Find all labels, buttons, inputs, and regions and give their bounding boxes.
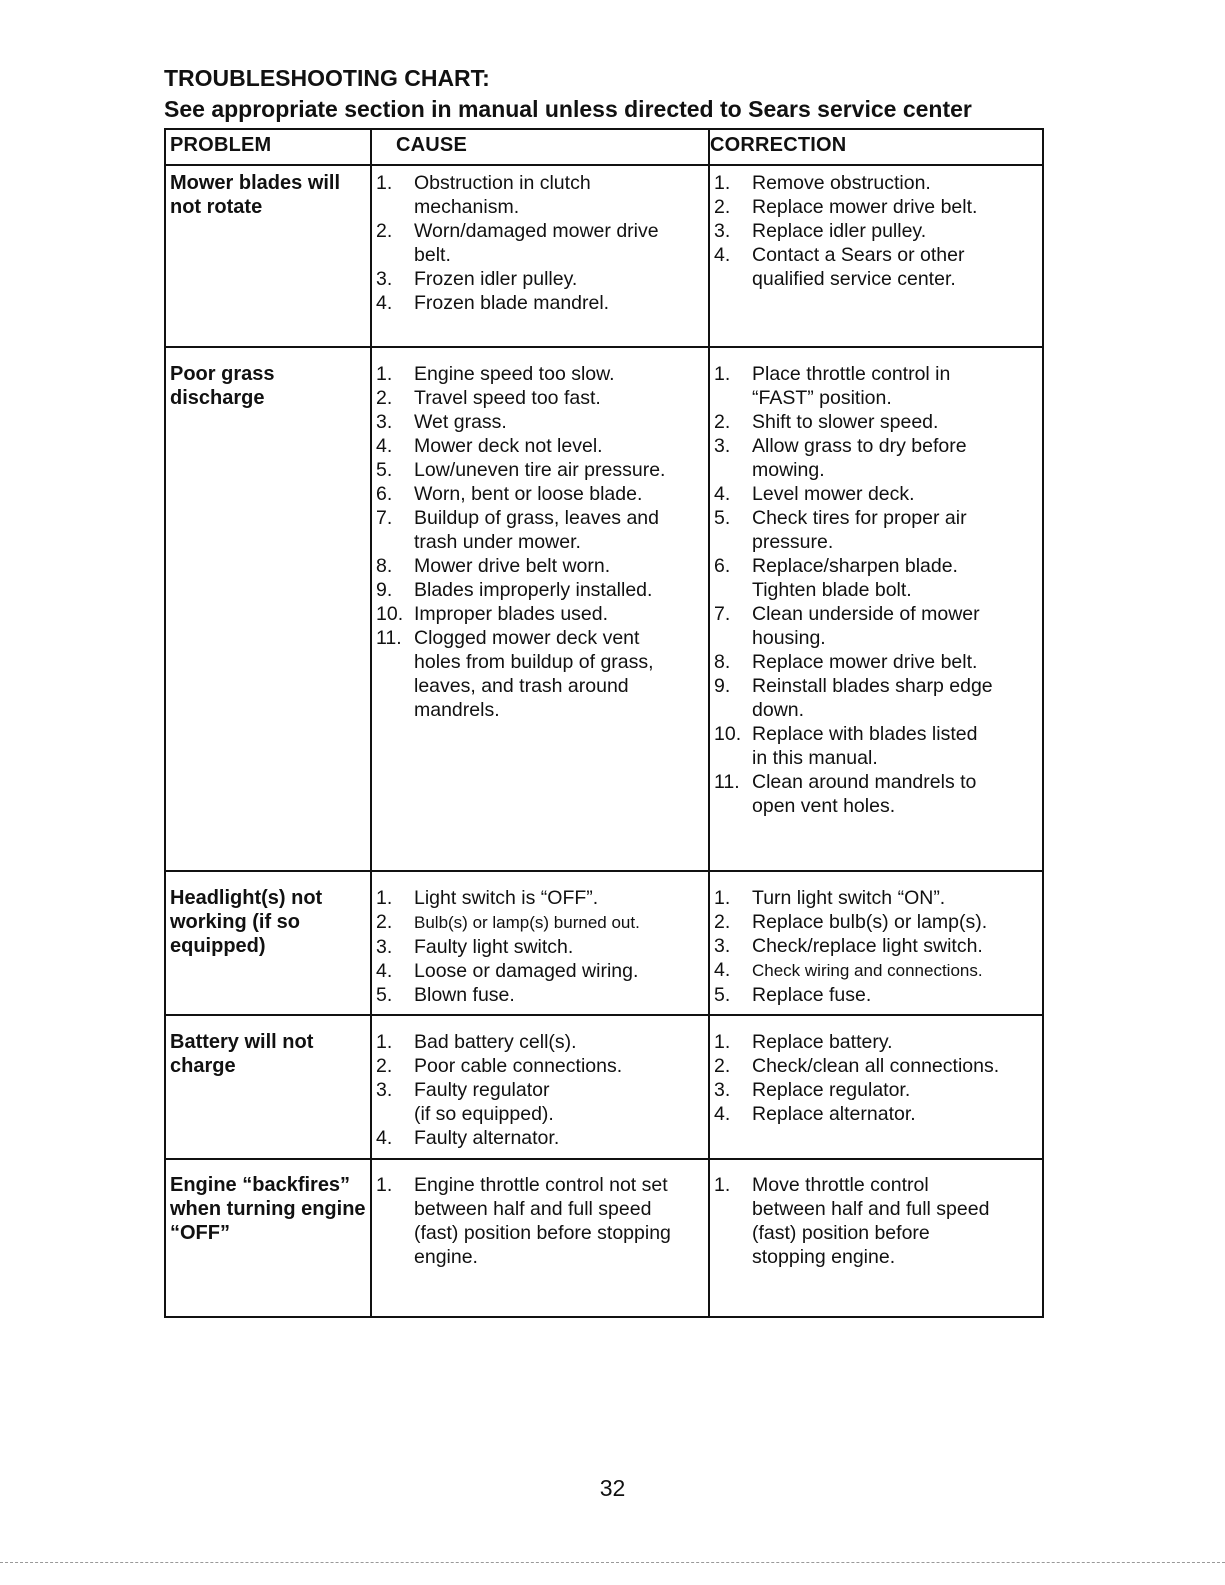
list-item: 7. Buildup of grass, leaves and trash under mower. (376, 507, 659, 553)
troubleshooting-table (164, 128, 1044, 1318)
list-item: 2. Check/clean all connections. (714, 1055, 1000, 1077)
column-divider (708, 130, 710, 1316)
list-item: 11. Clogged mower deck vent holes from buildup of grass, leaves, and trash around mandrels. (376, 627, 654, 721)
cause-list (376, 886, 706, 1007)
list-item: 3. Frozen idler pulley. (376, 268, 578, 290)
list-item: 4. Level mower deck. (714, 483, 915, 505)
list-item: 3. Allow grass to dry before mowing. (714, 435, 967, 481)
list-item: 3. Check/replace light switch. (714, 935, 983, 957)
list-item: 3. Wet grass. (376, 411, 507, 433)
list-item: 11. Clean around mandrels to open vent holes. (714, 771, 977, 817)
cause-list (376, 1173, 706, 1269)
cause-list (376, 362, 706, 722)
problem-cell: Poor grass discharge (170, 363, 275, 409)
list-item: 2. Bulb(s) or lamp(s) burned out. (376, 911, 640, 933)
column-divider (370, 130, 372, 1316)
list-item: 1. Bad battery cell(s). (376, 1031, 577, 1053)
list-item: 4. Frozen blade mandrel. (376, 292, 610, 314)
list-item: 4. Check wiring and connections. (714, 959, 983, 981)
cause-list (376, 171, 706, 315)
list-item: 3. Faulty regulator (if so equipped). (376, 1079, 554, 1125)
list-item: 8. Mower drive belt worn. (376, 555, 611, 577)
page-edge-rule (0, 1562, 1225, 1563)
list-item: 1. Light switch is “OFF”. (376, 887, 599, 909)
chart-subtitle: See appropriate section in manual unless directed to Sears service center (164, 96, 972, 122)
list-item: 2. Poor cable connections. (376, 1055, 623, 1077)
header-divider (166, 164, 1042, 166)
list-item: 1. Turn light switch “ON”. (714, 887, 946, 909)
list-item: 2. Shift to slower speed. (714, 411, 939, 433)
list-item: 1. Replace battery. (714, 1031, 893, 1053)
row-divider (166, 346, 1042, 348)
list-item: 1. Place throttle control in “FAST” position. (714, 363, 951, 409)
list-item: 10. Replace with blades listed in this manual. (714, 723, 978, 769)
list-item: 2. Travel speed too fast. (376, 387, 601, 409)
list-item: 9. Blades improperly installed. (376, 579, 653, 601)
list-item: 1. Move throttle control between half and full speed (fast) position before stopping engine. (714, 1174, 990, 1268)
header-correction: CORRECTION (710, 134, 847, 156)
correction-list (714, 886, 1044, 1007)
problem-cell: Headlight(s) not working (if so equipped) (170, 887, 323, 957)
list-item: 8. Replace mower drive belt. (714, 651, 978, 673)
correction-list (714, 1173, 1044, 1269)
list-item: 3. Replace regulator. (714, 1079, 911, 1101)
list-item: 4. Faulty alternator. (376, 1127, 560, 1149)
correction-list (714, 362, 1044, 818)
correction-list (714, 171, 1044, 291)
row-divider (166, 1158, 1042, 1160)
page-number: 32 (599, 1475, 626, 1501)
list-item: 3. Faulty light switch. (376, 936, 574, 958)
list-item: 1. Obstruction in clutch mechanism. (376, 172, 591, 218)
header-problem: PROBLEM (170, 134, 272, 156)
list-item: 2. Worn/damaged mower drive belt. (376, 220, 659, 266)
list-item: 5. Blown fuse. (376, 984, 515, 1006)
list-item: 4. Mower deck not level. (376, 435, 603, 457)
list-item: 2. Replace mower drive belt. (714, 196, 978, 218)
list-item: 1. Remove obstruction. (714, 172, 931, 194)
list-item: 1. Engine throttle control not set between half and full speed (fast) position before stopping engine. (376, 1174, 671, 1268)
list-item: 9. Reinstall blades sharp edge down. (714, 675, 993, 721)
list-item: 4. Contact a Sears or other qualified service center. (714, 244, 965, 290)
list-item: 2. Replace bulb(s) or lamp(s). (714, 911, 988, 933)
row-divider (166, 870, 1042, 872)
list-item: 5. Replace fuse. (714, 984, 872, 1006)
list-item: 1. Engine speed too slow. (376, 363, 615, 385)
list-item: 5. Low/uneven tire air pressure. (376, 459, 666, 481)
list-item: 7. Clean underside of mower housing. (714, 603, 980, 649)
correction-list (714, 1030, 1044, 1126)
list-item: 5. Check tires for proper air pressure. (714, 507, 967, 553)
cause-list (376, 1030, 706, 1150)
list-item: 6. Worn, bent or loose blade. (376, 483, 643, 505)
problem-cell: Battery will not charge (170, 1031, 314, 1077)
list-item: 4. Replace alternator. (714, 1103, 916, 1125)
list-item: 3. Replace idler pulley. (714, 220, 927, 242)
row-divider (166, 1014, 1042, 1016)
header-cause: CAUSE (396, 134, 468, 156)
list-item: 4. Loose or damaged wiring. (376, 960, 639, 982)
list-item: 6. Replace/sharpen blade. Tighten blade bolt. (714, 555, 958, 601)
list-item: 10. Improper blades used. (376, 603, 609, 625)
problem-cell: Mower blades will not rotate (170, 172, 341, 218)
problem-cell: Engine “backfires” when turning engine “OFF” (170, 1174, 366, 1244)
chart-title: TROUBLESHOOTING CHART: (164, 65, 490, 91)
